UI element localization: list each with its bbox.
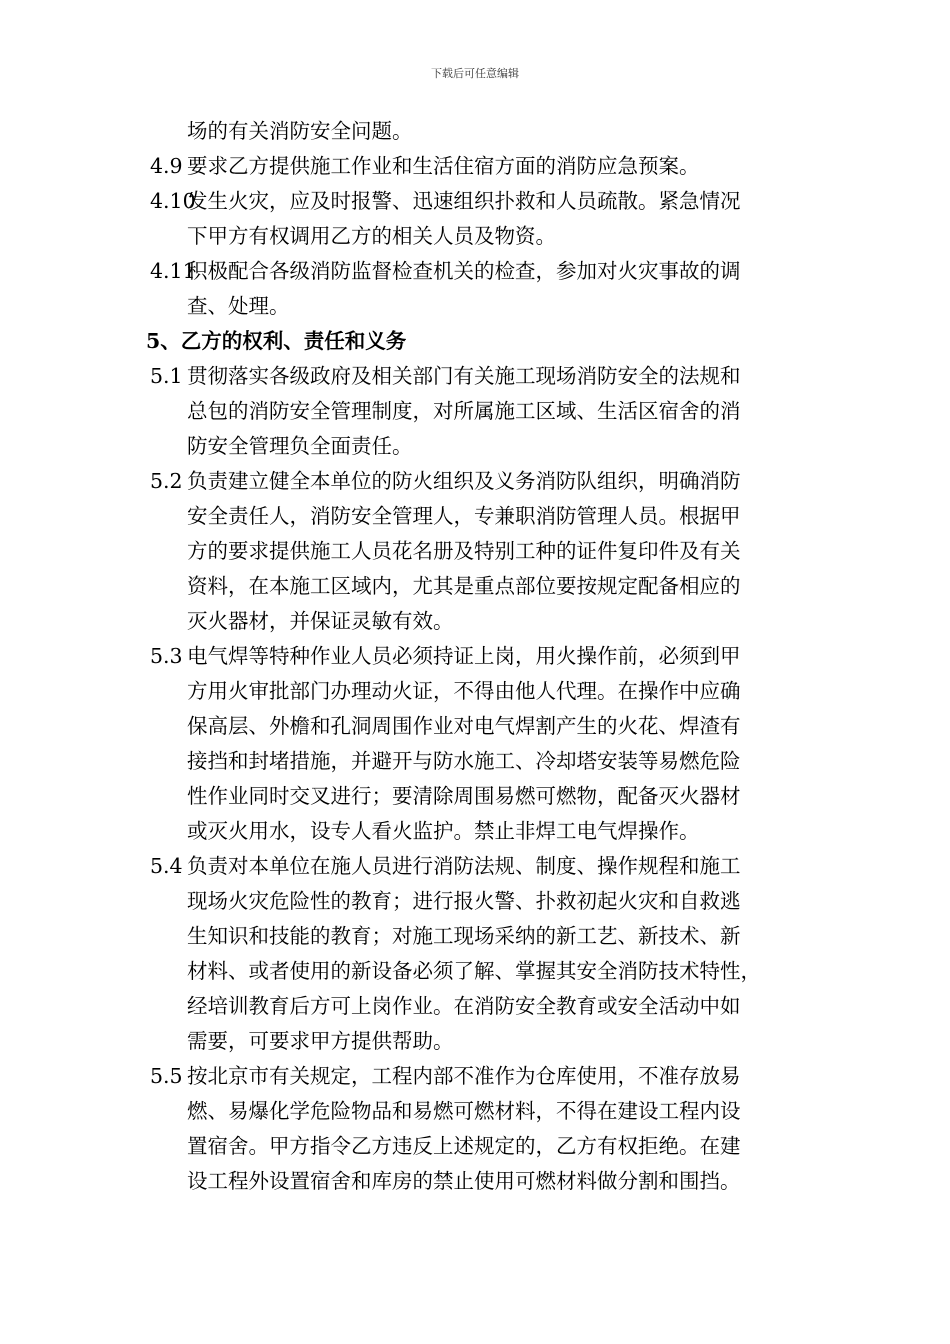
clause-5-4 bbox=[150, 849, 820, 1059]
paragraph-line: 防安全管理负全面责任。 bbox=[187, 434, 413, 458]
clause-number: 5.3 bbox=[150, 644, 183, 668]
paragraph-line: 经培训教育后方可上岗作业。在消防安全教育或安全活动中如 bbox=[187, 994, 741, 1018]
clause-number: 5.1 bbox=[150, 364, 183, 388]
clause-4-11 bbox=[150, 254, 820, 324]
paragraph-line: 燃、易爆化学危险物品和易燃可燃材料，不得在建设工程内设 bbox=[187, 1099, 741, 1123]
page-header-note: 下载后可任意编辑 bbox=[431, 67, 519, 80]
paragraph-line: 查、处理。 bbox=[187, 294, 290, 318]
clause-number: 4.10 bbox=[150, 189, 196, 213]
paragraph-line: 负责对本单位在施人员进行消防法规、制度、操作规程和施工 bbox=[187, 854, 741, 878]
clause-number: 5.4 bbox=[150, 854, 183, 878]
paragraph-line: 或灭火用水，设专人看火监护。禁止非焊工电气焊操作。 bbox=[187, 819, 700, 843]
clause-number: 5.5 bbox=[150, 1064, 183, 1088]
paragraph-line: 设工程外设置宿舍和库房的禁止使用可燃材料做分割和围挡。 bbox=[187, 1169, 741, 1193]
paragraph-line: 下甲方有权调用乙方的相关人员及物资。 bbox=[187, 224, 556, 248]
paragraph-line: 安全责任人，消防安全管理人，专兼职消防管理人员。根据甲 bbox=[187, 504, 741, 528]
clause-5-5 bbox=[150, 1059, 820, 1199]
paragraph-line: 发生火灾，应及时报警、迅速组织扑救和人员疏散。紧急情况 bbox=[187, 189, 741, 213]
document-body bbox=[146, 114, 820, 1199]
paragraph-line: 积极配合各级消防监督检查机关的检查，参加对火灾事故的调 bbox=[187, 259, 741, 283]
paragraph-line: 性作业同时交叉进行；要清除周围易燃可燃物，配备灭火器材 bbox=[187, 784, 741, 808]
paragraph-line: 资料，在本施工区域内，尤其是重点部位要按规定配备相应的 bbox=[187, 574, 741, 598]
paragraph-line: 生知识和技能的教育；对施工现场采纳的新工艺、新技术、新 bbox=[187, 924, 741, 948]
paragraph-continuation bbox=[150, 114, 820, 149]
paragraph-line: 总包的消防安全管理制度，对所属施工区域、生活区宿舍的消 bbox=[187, 399, 741, 423]
clause-number: 4.9 bbox=[150, 154, 183, 178]
paragraph-line: 需要，可要求甲方提供帮助。 bbox=[187, 1029, 454, 1053]
paragraph-line: 现场火灾危险性的教育；进行报火警、扑救初起火灾和自救逃 bbox=[187, 889, 741, 913]
clause-5-1 bbox=[150, 359, 820, 464]
paragraph-line: 负责建立健全本单位的防火组织及义务消防队组织，明确消防 bbox=[187, 469, 741, 493]
clause-number: 5.2 bbox=[150, 469, 183, 493]
clause-5-2 bbox=[150, 464, 820, 639]
clause-number: 4.11 bbox=[150, 259, 196, 283]
paragraph-line: 按北京市有关规定，工程内部不准作为仓库使用，不准存放易 bbox=[187, 1064, 741, 1088]
clause-4-10 bbox=[150, 184, 820, 254]
paragraph-line: 电气焊等特种作业人员必须持证上岗，用火操作前，必须到甲 bbox=[187, 644, 741, 668]
clause-4-9 bbox=[150, 149, 820, 184]
paragraph-line: 材料、或者使用的新设备必须了解、掌握其安全消防技术特性， bbox=[187, 959, 761, 983]
paragraph-line: 场的有关消防安全问题。 bbox=[187, 119, 413, 143]
paragraph-line: 要求乙方提供施工作业和生活住宿方面的消防应急预案。 bbox=[187, 154, 700, 178]
paragraph-line: 灭火器材，并保证灵敏有效。 bbox=[187, 609, 454, 633]
paragraph-line: 置宿舍。甲方指令乙方违反上述规定的，乙方有权拒绝。在建 bbox=[187, 1134, 741, 1158]
clause-5-3 bbox=[150, 639, 820, 849]
section-heading-5: 5、乙方的权利、责任和义务 bbox=[146, 329, 407, 353]
paragraph-line: 方用火审批部门办理动火证，不得由他人代理。在操作中应确 bbox=[187, 679, 741, 703]
paragraph-line: 方的要求提供施工人员花名册及特别工种的证件复印件及有关 bbox=[187, 539, 741, 563]
paragraph-line: 接挡和封堵措施，并避开与防水施工、冷却塔安装等易燃危险 bbox=[187, 749, 741, 773]
paragraph-line: 贯彻落实各级政府及相关部门有关施工现场消防安全的法规和 bbox=[187, 364, 741, 388]
paragraph-line: 保高层、外檐和孔洞周围作业对电气焊割产生的火花、焊渣有 bbox=[187, 714, 741, 738]
